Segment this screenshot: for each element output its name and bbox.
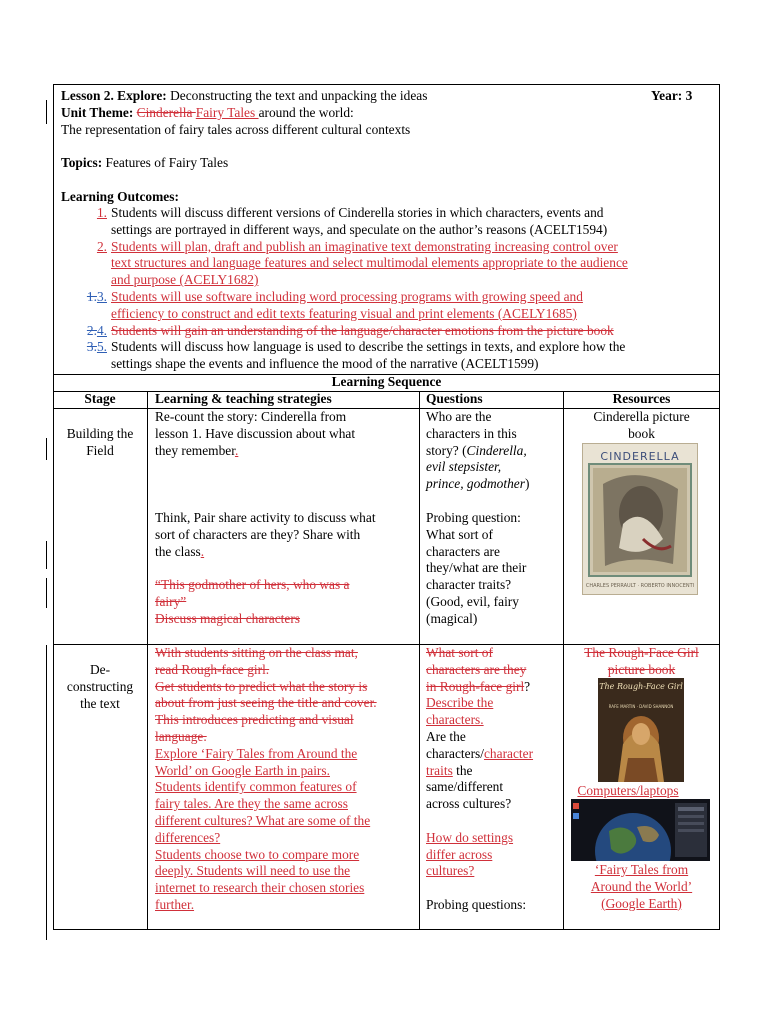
outcome-text: text structures and language features and select multimodal elements appropriate to the audience — [111, 255, 628, 271]
resource-computers: Computers/laptops — [577, 783, 679, 798]
unit-theme-inserted: Fairy Tales — [195, 105, 259, 120]
change-bar — [46, 100, 47, 124]
unit-theme-rest: around the world: — [258, 105, 354, 120]
col-stage-header: Stage — [84, 391, 116, 406]
stage-deconstructing: De- constructing the text — [66, 662, 134, 711]
questions-deconstructing: What sort of characters are they in Rough-face girl? Describe the characters. Are the characters/character traits the same/different across cultures? How do settings differ across cultures? Probing questions: — [426, 645, 534, 912]
resource-rough-face-girl: The Rough-Face Girl picture book — [584, 645, 699, 677]
outcome-number: 2. — [96, 238, 107, 254]
divider — [419, 391, 420, 930]
change-bar — [46, 438, 47, 460]
year-label: Year: 3 — [651, 88, 693, 103]
change-bar — [46, 541, 47, 569]
outcome-line — [60, 323, 710, 340]
unit-theme-line2: The representation of fairy tales across different cultural contexts — [61, 122, 411, 137]
lesson-heading — [61, 88, 531, 105]
divider — [147, 391, 148, 930]
cover2-illustration — [598, 678, 684, 782]
strategy-think-pair-share: Think, Pair share activity to discuss what sort of characters are they? Share with the class. — [155, 510, 376, 559]
strategy-recount: Re-count the story: Cinderella from lesson 1. Have discussion about what they remember. — [155, 409, 356, 458]
rough-face-girl-cover-image — [598, 678, 684, 782]
outcome-number: 2.4. — [86, 322, 107, 338]
cover-illustration — [583, 444, 697, 594]
topics — [61, 155, 711, 172]
outcome-number: 3.5. — [86, 339, 107, 355]
cover-authors: CHARLES PERRAULT · ROBERTO INNOCENTI — [585, 583, 695, 589]
google-earth-image — [571, 799, 710, 861]
outcome-number — [60, 356, 107, 373]
outcome-text: and purpose (ACELY1682) — [111, 272, 259, 288]
topics-value: Features of Fairy Tales — [102, 155, 229, 170]
questions-probing: Probing question: What sort of characters are they/what are their character traits? (Good, evil, fairy (magical) — [426, 510, 527, 626]
outcome-text: Students will gain an understanding of the language/character emotions from the picture book — [111, 322, 614, 338]
outcome-line — [60, 239, 710, 256]
col-strategies-header: Learning & teaching strategies — [155, 391, 332, 406]
outcome-line — [60, 255, 710, 272]
change-bar — [46, 645, 47, 940]
cover2-title: The Rough-Face Girl — [599, 682, 683, 691]
strategy-deleted-quote: “This godmother of hers, who was a fairy” Discuss magical characters — [155, 577, 350, 626]
lesson-label: Lesson 2. Explore: — [61, 88, 167, 103]
unit-theme-label: Unit Theme: — [61, 105, 134, 120]
outcome-number: 1.3. — [86, 288, 107, 304]
stage-building-the-field: Building the Field — [66, 426, 134, 458]
topics-label: Topics: — [61, 155, 103, 170]
outcome-line — [60, 272, 710, 289]
outcome-text: settings shape the events and influence the mood of the narrative (ACELT1599) — [111, 356, 539, 372]
outcomes-heading: Learning Outcomes: — [61, 189, 179, 204]
outcome-number: 1. — [96, 205, 107, 220]
outcome-number — [60, 272, 107, 289]
cinderella-cover-image — [582, 443, 698, 595]
lesson-title: Deconstructing the text and unpacking the ideas — [166, 88, 428, 103]
outcomes-list — [60, 205, 710, 373]
col-questions-header: Questions — [426, 391, 483, 406]
cover-title: CINDERELLA — [600, 450, 680, 463]
globe-illustration — [571, 799, 710, 861]
outcome-text: Students will discuss how language is used to describe the settings in texts, and explore how the — [111, 339, 626, 355]
outcome-number — [60, 306, 107, 323]
outcome-line — [60, 339, 710, 356]
outcome-line — [60, 356, 710, 373]
outcome-line — [60, 306, 710, 323]
change-bar — [46, 578, 47, 608]
questions-characters: Who are the characters in this story? (Cinderella, evil stepsister, prince, godmother) — [426, 409, 530, 492]
cover2-authors: RAFE MARTIN · DAVID SHANNON — [608, 704, 674, 709]
outcome-number — [60, 255, 107, 272]
strategy-rough-face-deleted: With students sitting on the class mat, read Rough-face girl. Get students to predict what the story is about from just seeing the title and cover. This introduces predicting and visual language. Explore ‘Fairy Tales from Around the World’ on Google Earth in pairs. Students identify common features of fairy tales. Are they the same across different cultures? What are some of the differences? Students choose two to compare more deeply. Students will need to use the internet to research their chosen stories further. — [155, 645, 377, 912]
outcome-text: Students will discuss different versions of Cinderella stories in which characters, events and — [111, 205, 604, 220]
resource-fairy-tales-google-earth: ‘Fairy Tales from Around the World’ (Google Earth) — [590, 862, 693, 911]
outcome-text: efficiency to construct and edit texts featuring visual and print elements (ACELY1685) — [111, 305, 577, 321]
outcome-line — [60, 222, 710, 239]
outcome-text: Students will use software including word processing programs with growing speed and — [111, 288, 583, 304]
outcome-number — [60, 222, 107, 239]
col-resources-header: Resources — [612, 391, 671, 406]
resource-cinderella-book: Cinderella picture book — [593, 409, 690, 441]
unit-theme-deleted: Cinderella — [136, 105, 196, 120]
outcome-text: settings are portrayed in different ways, and speculate on the author’s reasons (ACELT1594) — [111, 221, 608, 237]
sequence-title: Learning Sequence — [331, 374, 442, 389]
unit-theme — [61, 105, 711, 122]
outcome-line — [60, 205, 710, 222]
outcome-line — [60, 289, 710, 306]
outcome-text: Students will plan, draft and publish an imaginative text demonstrating increasing control over — [111, 238, 618, 254]
